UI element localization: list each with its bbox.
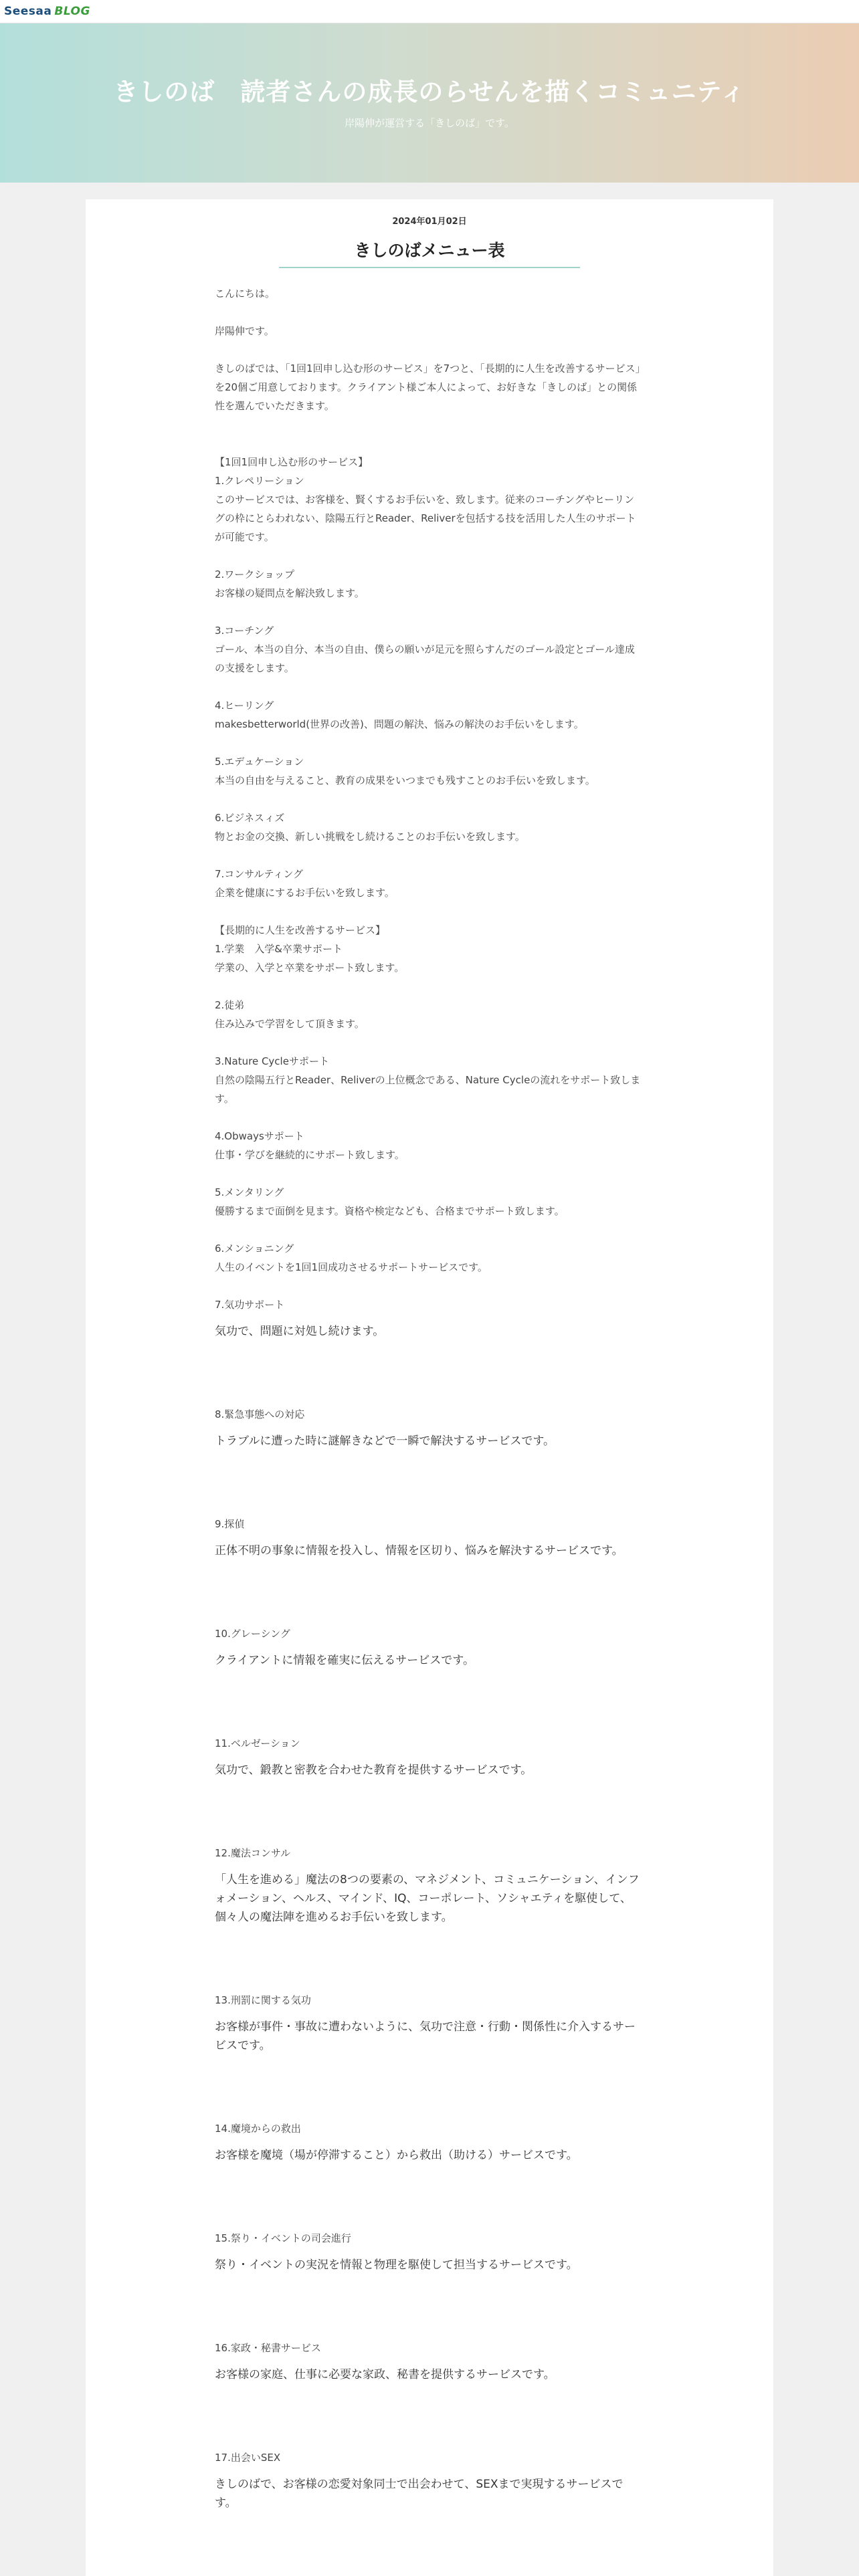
service-description: 人生のイベントを1回1回成功させるサポートサービスです。 xyxy=(215,1261,488,1273)
service-description: お客様の家庭、仕事に必要な家政、秘書を提供するサービスです。 xyxy=(215,2368,555,2381)
long-term-services-list xyxy=(215,940,643,1277)
intro-name: 岸陽伸です。 xyxy=(215,325,274,337)
service-title: 15.祭り・イベントの司会進行 xyxy=(215,2232,351,2244)
service-title: 2.ワークショップ xyxy=(215,568,295,580)
service-item xyxy=(215,565,643,603)
service-item xyxy=(215,2448,643,2512)
service-item xyxy=(215,471,643,546)
service-item xyxy=(215,1624,643,1670)
service-title: 6.ビジネスィズ xyxy=(215,812,285,824)
service-item xyxy=(215,752,643,790)
service-description: makesbetterworld(世界の改善)、問題の解決、悩みの解決のお手伝いをします。 xyxy=(215,718,584,730)
post-title[interactable]: きしのばメニュー表 xyxy=(354,241,505,260)
service-title: 7.気功サポート xyxy=(215,1299,285,1311)
service-title: 8.緊急事態への対応 xyxy=(215,1408,305,1420)
service-description: 自然の陰陽五行とReader、Reliverの上位概念である、Nature Cycleの流れをサポート致します。 xyxy=(215,1074,641,1105)
service-item xyxy=(215,865,643,902)
service-title: 5.エデュケーション xyxy=(215,756,304,768)
service-description: このサービスでは、お客様を、賢くするお手伝いを、致します。従来のコーチングやヒーリングの枠にとらわれない、陰陽五行とReader、Reliverを包括する技を活用した人生のサポートが可能です。 xyxy=(215,494,636,543)
service-item xyxy=(215,2229,643,2274)
post-date: 2024年01月02日 xyxy=(392,217,467,227)
blog-title[interactable]: きしのば 読者さんの成長のらせんを描くコミュニティ xyxy=(113,77,746,106)
service-title: 2.徒弟 xyxy=(215,999,245,1011)
service-title: 7.コンサルティング xyxy=(215,868,304,880)
blog-subtitle: 岸陽伸が運営する「きしのば」です。 xyxy=(345,116,514,129)
service-description: お客様の疑問点を解決致します。 xyxy=(215,587,365,599)
logo-main-text: Seesaa xyxy=(4,5,52,18)
title-underline xyxy=(279,267,580,268)
seesaa-blog-logo[interactable] xyxy=(4,5,90,18)
service-description: 優勝するまで面倒を見ます。資格や検定なども、合格までサポート致します。 xyxy=(215,1205,565,1217)
service-item xyxy=(215,1734,643,1780)
service-title: 12.魔法コンサル xyxy=(215,1847,291,1859)
service-title: 14.魔境からの救出 xyxy=(215,2123,301,2135)
service-title: 9.探偵 xyxy=(215,1518,245,1530)
top-bar xyxy=(0,0,859,23)
service-title: 3.Nature Cycleサポート xyxy=(215,1055,329,1067)
service-item xyxy=(215,1991,643,2055)
service-title: 4.Obwaysサポート xyxy=(215,1130,304,1142)
service-item xyxy=(215,1295,643,1341)
service-item xyxy=(215,1405,643,1451)
service-description: ゴール、本当の自分、本当の自由、僕らの願いが足元を照らすんだのゴール設定とゴール達成の支援をします。 xyxy=(215,643,635,674)
logo-sub-text: BLOG xyxy=(54,5,90,18)
service-description: 祭り・イベントの実況を情報と物理を駆使して担当するサービスです。 xyxy=(215,2258,578,2272)
service-title: 17.出会いSEX xyxy=(215,2452,281,2464)
service-title: 13.刑罰に関する気功 xyxy=(215,1994,311,2006)
service-description: クライアントに情報を確実に伝えるサービスです。 xyxy=(215,1654,474,1667)
service-item xyxy=(215,621,643,677)
service-item xyxy=(215,809,643,846)
service-item xyxy=(215,1127,643,1164)
service-description: 本当の自由を与えること、教育の成果をいつまでも残すことのお手伝いを致します。 xyxy=(215,774,595,786)
service-description: お客様を魔境（場が停滞すること）から救出（助ける）サービスです。 xyxy=(215,2149,578,2162)
service-description: 気功で、鍛教と密教を合わせた教育を提供するサービスです。 xyxy=(215,1763,533,1777)
blog-header-banner xyxy=(0,23,859,183)
service-title: 10.グレーシング xyxy=(215,1628,290,1640)
service-item xyxy=(215,2339,643,2384)
section-header-long-term-services: 【長期的に人生を改善するサービス】 xyxy=(215,924,386,936)
service-title: 3.コーチング xyxy=(215,625,274,637)
section-header-single-services: 【1回1回申し込む形のサービス】 xyxy=(215,456,369,468)
service-title: 1.クレペリーション xyxy=(215,475,304,487)
service-item xyxy=(215,1844,643,1927)
service-item xyxy=(215,1052,643,1108)
service-item xyxy=(215,2119,643,2165)
service-item xyxy=(215,940,643,977)
service-title: 4.ヒーリング xyxy=(215,700,274,712)
single-services-list xyxy=(215,471,643,902)
post-body xyxy=(215,284,643,2512)
service-description: 学業の、入学と卒業をサポート致します。 xyxy=(215,962,405,974)
service-description: 住み込みで学習をして頂きます。 xyxy=(215,1018,365,1030)
service-title: 11.ベルゼーション xyxy=(215,1737,300,1749)
service-description: お客様が事件・事故に遭わないように、気功で注意・行動・関係性に介入するサービスです。 xyxy=(215,2020,636,2052)
service-description: 企業を健康にするお手伝いを致します。 xyxy=(215,887,395,899)
service-item xyxy=(215,996,643,1033)
intro-description: きしのばでは、「1回1回申し込む形のサービス」を7つと、「長期的に人生を改善するサービス」を20個ご用意しております。クライアント様ご本人によって、お好きな「きしのば」との関係性を選んでいただきます。 xyxy=(215,362,641,412)
intro-greeting: こんにちは。 xyxy=(215,288,276,300)
service-item xyxy=(215,696,643,734)
long-term-services-detailed-list xyxy=(215,1295,643,2512)
service-title: 1.学業 入学&卒業サポート xyxy=(215,943,343,955)
service-description: 気功で、問題に対処し続けます。 xyxy=(215,1325,385,1338)
service-item xyxy=(215,1515,643,1560)
service-description: きしのばで、お客様の恋愛対象同士で出会わせて、SEXまで実現するサービスです。 xyxy=(215,2478,624,2510)
service-description: 物とお金の交換、新しい挑戦をし続けることのお手伝いを致します。 xyxy=(215,831,525,843)
service-description: トラブルに遭った時に謎解きなどで一瞬で解決するサービスです。 xyxy=(215,1434,555,1448)
service-title: 5.メンタリング xyxy=(215,1186,284,1198)
service-description: 正体不明の事象に情報を投入し、情報を区切り、悩みを解決するサービスです。 xyxy=(215,1544,624,1558)
service-description: 「人生を進める」魔法の8つの要素の、マネジメント、コミュニケーション、インフォメーション、ヘルス、マインド、IQ、コーポレート、ソシャエティを駆使して、個々人の魔法陣を進めるお手伝いを致します。 xyxy=(215,1873,640,1924)
service-description: 仕事・学びを継続的にサポート致します。 xyxy=(215,1149,405,1161)
service-title: 16.家政・秘書サービス xyxy=(215,2342,321,2354)
service-item xyxy=(215,1183,643,1220)
article-card xyxy=(86,199,773,2576)
service-title: 6.メンショニング xyxy=(215,1243,294,1255)
service-item xyxy=(215,1239,643,1277)
